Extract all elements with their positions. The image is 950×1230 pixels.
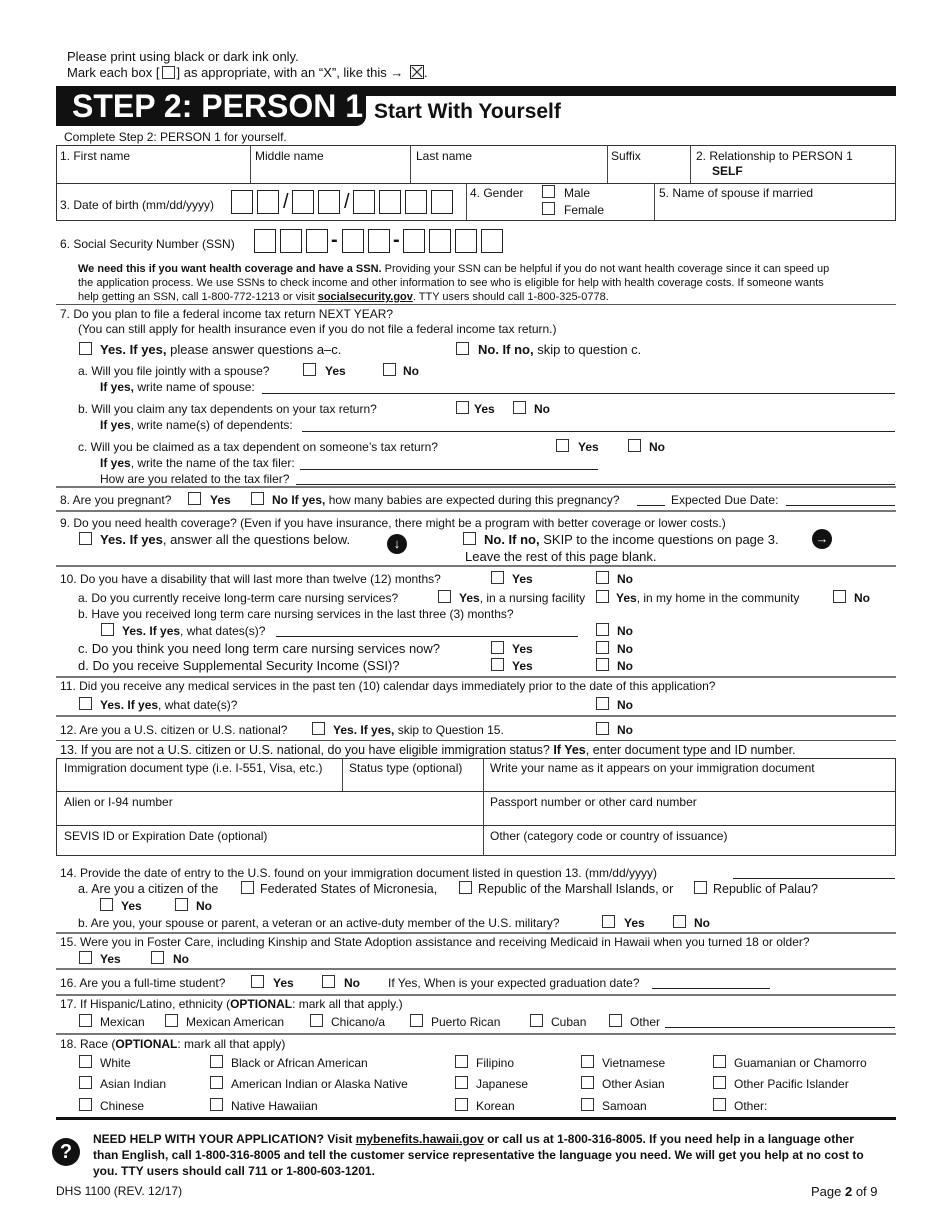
q11-label: 11. Did you receive any medical services in the past ten (10) calendar days immediately prior to the date of this application?: [60, 679, 716, 693]
q10a-yes-facility-label: Yes, in a nursing facility: [459, 591, 586, 605]
middle-name-field[interactable]: Middle name: [255, 149, 324, 163]
q10c-yes-checkbox[interactable]: [491, 641, 504, 654]
graduation-date-line[interactable]: [652, 988, 770, 989]
q16-label: 16. Are you a full-time student?: [60, 976, 226, 990]
q7c-related-label: How are you related to the tax filer?: [100, 472, 290, 486]
q14b-label: b. Are you, your spouse or parent, a veteran or an active-duty member of the U.S. military?: [78, 916, 560, 930]
first-name-field[interactable]: 1. First name: [60, 149, 131, 163]
race-filipino-label: Filipino: [476, 1056, 515, 1070]
q7-yes-checkbox[interactable]: [79, 342, 92, 355]
q11-yes-label: Yes. If yes, what date(s)?: [100, 698, 238, 712]
q8-yes-label: Yes: [210, 493, 231, 507]
q11-no-label: No: [617, 698, 633, 712]
race-other-asian-label: Other Asian: [602, 1077, 665, 1091]
due-date-line[interactable]: [786, 505, 895, 506]
q16-yes-checkbox[interactable]: [251, 975, 264, 988]
race-white-checkbox[interactable]: [79, 1055, 92, 1068]
race-native-hawaiian-label: Native Hawaiian: [231, 1099, 318, 1113]
q16-yes-label: Yes: [273, 976, 294, 990]
q14a-yes-checkbox[interactable]: [100, 898, 113, 911]
q10d-no-checkbox[interactable]: [596, 658, 609, 671]
q7b-no-checkbox[interactable]: [513, 401, 526, 414]
q8-label: 8. Are you pregnant?: [60, 493, 172, 507]
arrow-right-icon: →: [812, 529, 832, 549]
section-divider: [56, 968, 896, 970]
due-date-label: Expected Due Date:: [671, 493, 779, 507]
gender-label: 4. Gender: [470, 186, 524, 200]
q10b-no-checkbox[interactable]: [596, 623, 609, 636]
race-american-indian-checkbox[interactable]: [210, 1076, 223, 1089]
q13-label: 13. If you are not a U.S. citizen or U.S. national, do you have eligible immigration status? If Yes, enter document type and ID number.: [60, 743, 796, 757]
table-divider: [250, 145, 251, 183]
ethnicity-puerto-rican-label: Puerto Rican: [431, 1015, 501, 1029]
race-chinese-label: Chinese: [100, 1099, 145, 1113]
race-filipino-checkbox[interactable]: [455, 1055, 468, 1068]
q9-no-checkbox[interactable]: [463, 532, 476, 545]
q10-yes-checkbox[interactable]: [491, 571, 504, 584]
q7c-no-checkbox[interactable]: [628, 439, 641, 452]
relationship-value: SELF: [712, 164, 743, 178]
race-black-checkbox[interactable]: [210, 1055, 223, 1068]
q8-yes-checkbox[interactable]: [188, 492, 201, 505]
step-title: STEP 2: PERSON 1: [72, 88, 364, 124]
gender-male-label: Male: [564, 186, 591, 200]
help-rule: [56, 1117, 896, 1120]
q10-yes-label: Yes: [512, 572, 533, 586]
table-divider: [466, 183, 467, 221]
gender-male-checkbox[interactable]: [542, 185, 555, 198]
help-icon: ?: [52, 1138, 80, 1166]
q10b-no-label: No: [617, 624, 633, 638]
q7-yes-label: Yes. If yes, please answer questions a–c.: [100, 342, 342, 357]
q18-label: 18. Race (OPTIONAL: mark all that apply): [60, 1037, 286, 1051]
q11-no-checkbox[interactable]: [596, 697, 609, 710]
ssn-note: We need this if you want health coverage and have a SSN. Providing your SSN can be helpful if you do not want health coverage since it can speed up the application process. We use SSNs to check income and other information to see who is eligible for help with health coverage costs. If someone wants help getting an SSN, call 1-800-772-1213 or visit socialsecurity.gov. TTY users should call 1-800-325-0778.: [78, 263, 830, 303]
race-vietnamese-label: Vietnamese: [602, 1056, 666, 1070]
babies-count-line[interactable]: [637, 505, 665, 506]
q8-no-label: No If yes, how many babies are expected during this pregnancy?: [272, 493, 620, 507]
q7a-label: a. Will you file jointly with a spouse?: [78, 364, 270, 378]
q17-label: 17. If Hispanic/Latino, ethnicity (OPTIONAL: mark all that apply.): [60, 997, 403, 1011]
instructions-line-2: Mark each box [ ] as appropriate, with an “X”, like this → .: [67, 65, 428, 80]
race-asian-indian-label: Asian Indian: [100, 1077, 167, 1091]
table-divider: [690, 145, 691, 183]
table-divider: [342, 758, 343, 791]
immigration-doc-type-field[interactable]: Immigration document type (i.e. I-551, Visa, etc.): [64, 761, 323, 775]
q7b-label: b. Will you claim any tax dependents on your tax return?: [78, 402, 377, 416]
q7-no-checkbox[interactable]: [456, 342, 469, 355]
table-divider: [483, 758, 484, 856]
arrow-down-icon: ↓: [387, 534, 407, 554]
ethnicity-cuban-label: Cuban: [551, 1015, 587, 1029]
race-guamanian-checkbox[interactable]: [713, 1055, 726, 1068]
race-white-label: White: [100, 1056, 131, 1070]
q14a-label: a. Are you a citizen of the: [78, 882, 219, 896]
q14b-yes-checkbox[interactable]: [602, 915, 615, 928]
race-samoan-label: Samoan: [602, 1099, 647, 1113]
q14b-no-label: No: [694, 916, 710, 930]
q7b-no-label: No: [534, 402, 550, 416]
q8-no-checkbox[interactable]: [251, 492, 264, 505]
q10d-yes-checkbox[interactable]: [491, 658, 504, 671]
q15-no-label: No: [173, 952, 189, 966]
race-vietnamese-checkbox[interactable]: [581, 1055, 594, 1068]
race-other-asian-checkbox[interactable]: [581, 1076, 594, 1089]
ethnicity-cuban-checkbox[interactable]: [530, 1014, 543, 1027]
q10b-yes-label: Yes. If yes, what dates(s)?: [122, 624, 266, 638]
form-number: DHS 1100 (REV. 12/17): [56, 1184, 183, 1198]
other-category-field[interactable]: Other (category code or country of issuance): [490, 829, 728, 843]
table-divider: [56, 183, 896, 184]
q12-yes-checkbox[interactable]: [312, 722, 325, 735]
sample-empty-box: [162, 66, 175, 79]
step-note: Complete Step 2: PERSON 1 for yourself.: [64, 130, 287, 144]
q7a-ifyes-label: If yes, write name of spouse:: [100, 380, 255, 394]
section-divider: [56, 932, 896, 934]
instructions-line-1: Please print using black or dark ink only.: [67, 49, 299, 64]
q10-label: 10. Do you have a disability that will last more than twelve (12) months?: [60, 572, 441, 586]
page-number: Page 2 of 9: [811, 1184, 878, 1199]
section-divider: [56, 304, 896, 305]
spouse-name-line[interactable]: [262, 393, 895, 394]
q7a-no-label: No: [403, 364, 419, 378]
q9-label: 9. Do you need health coverage? (Even if you have insurance, there might be a program with better coverage or lower costs.): [60, 516, 726, 530]
q10d-label: d. Do you receive Supplemental Security Income (SSI)?: [78, 658, 400, 673]
q10d-no-label: No: [617, 659, 633, 673]
marshall-islands-checkbox[interactable]: [459, 881, 472, 894]
table-divider: [654, 183, 655, 221]
last-name-field[interactable]: Last name: [416, 149, 473, 163]
race-other-pacific-label: Other Pacific Islander: [734, 1077, 849, 1091]
race-asian-indian-checkbox[interactable]: [79, 1076, 92, 1089]
micronesia-label: Federated States of Micronesia,: [260, 882, 438, 896]
race-native-hawaiian-checkbox[interactable]: [210, 1098, 223, 1111]
q7c-label: c. Will you be claimed as a tax dependent on someone’s tax return?: [78, 440, 438, 454]
q15-yes-label: Yes: [100, 952, 121, 966]
q7c-yes-checkbox[interactable]: [556, 439, 569, 452]
ethnicity-puerto-rican-checkbox[interactable]: [410, 1014, 423, 1027]
palau-label: Republic of Palau?: [713, 882, 818, 896]
q16-no-checkbox[interactable]: [322, 975, 335, 988]
q7c-ifyes-label: If yes, write the name of the tax filer:: [100, 456, 295, 470]
q10a-no-label: No: [854, 591, 870, 605]
ethnicity-other-checkbox[interactable]: [609, 1014, 622, 1027]
q14a-yes-label: Yes: [121, 899, 142, 913]
q10a-no-checkbox[interactable]: [833, 590, 846, 603]
section-divider: [56, 510, 896, 512]
q12-label: 12. Are you a U.S. citizen or U.S. national?: [60, 723, 288, 737]
dob-label: 3. Date of birth (mm/dd/yyyy): [60, 198, 215, 212]
ethnicity-other-label: Other: [630, 1015, 661, 1029]
q12-no-label: No: [617, 723, 633, 737]
tax-filer-line[interactable]: [300, 469, 598, 470]
ethnicity-mexican-american-label: Mexican American: [186, 1015, 285, 1029]
marshall-islands-label: Republic of the Marshall Islands, or: [478, 882, 674, 896]
q10b-yes-checkbox[interactable]: [101, 623, 114, 636]
table-divider: [56, 825, 896, 826]
race-other-label: Other:: [734, 1099, 768, 1113]
q10c-no-label: No: [617, 642, 633, 656]
race-japanese-checkbox[interactable]: [455, 1076, 468, 1089]
ssn-label: 6. Social Security Number (SSN): [60, 237, 235, 251]
q7a-yes-checkbox[interactable]: [303, 363, 316, 376]
race-other-checkbox[interactable]: [713, 1098, 726, 1111]
micronesia-checkbox[interactable]: [241, 881, 254, 894]
q7-no-label: No. If no, skip to question c.: [478, 342, 642, 357]
status-type-field[interactable]: Status type (optional): [349, 761, 463, 775]
dependents-line[interactable]: [302, 431, 895, 432]
table-divider: [607, 145, 608, 183]
race-chinese-checkbox[interactable]: [79, 1098, 92, 1111]
section-divider: [56, 486, 896, 488]
race-korean-checkbox[interactable]: [455, 1098, 468, 1111]
race-american-indian-label: American Indian or Alaska Native: [231, 1077, 408, 1091]
alien-number-field[interactable]: Alien or I-94 number: [64, 795, 173, 809]
q10b-label: b. Have you received long term care nursing services in the last three (3) months?: [78, 607, 514, 621]
step-subtitle: Start With Yourself: [374, 100, 561, 123]
q7c-yes-label: Yes: [578, 440, 599, 454]
q14a-no-label: No: [196, 899, 212, 913]
q15-yes-checkbox[interactable]: [79, 951, 92, 964]
q11-yes-checkbox[interactable]: [79, 697, 92, 710]
q10c-no-checkbox[interactable]: [596, 641, 609, 654]
palau-checkbox[interactable]: [694, 881, 707, 894]
race-other-pacific-checkbox[interactable]: [713, 1076, 726, 1089]
q10b-dates-line[interactable]: [276, 636, 578, 637]
section-divider: [56, 676, 896, 678]
q7-note: (You can still apply for health insurance even if you do not file a federal income tax return.): [78, 322, 557, 336]
gender-female-label: Female: [564, 203, 605, 217]
q7-label: 7. Do you plan to file a federal income tax return NEXT YEAR?: [60, 307, 394, 321]
section-divider: [56, 994, 896, 996]
ethnicity-other-line[interactable]: [665, 1027, 895, 1028]
q14a-no-checkbox[interactable]: [175, 898, 188, 911]
q12-no-checkbox[interactable]: [596, 722, 609, 735]
q7a-no-checkbox[interactable]: [383, 363, 396, 376]
q9-leave-blank: Leave the rest of this page blank.: [465, 549, 657, 564]
table-divider: [56, 791, 896, 792]
q10d-yes-label: Yes: [512, 659, 533, 673]
q9-yes-label: Yes. If yes, answer all the questions below.: [100, 532, 351, 547]
section-divider: [56, 715, 896, 717]
relationship-label: 2. Relationship to PERSON 1: [696, 149, 853, 163]
entry-date-line[interactable]: [733, 878, 895, 879]
q9-no-label: No. If no, SKIP to the income questions on page 3.: [484, 532, 779, 547]
help-text: NEED HELP WITH YOUR APPLICATION? Visit mybenefits.hawaii.gov or call us at 1-800-316-8005. If you need help in a language other than English, call 1-800-316-8005 and tell the customer service representative the language you need. We will get you help at no cost to you. TTY users should call 711 or 1-800-603-1201.: [93, 1132, 864, 1178]
q10a-yes-home-label: Yes, in my home in the community: [616, 591, 800, 605]
q10-no-label: No: [617, 572, 633, 586]
q12-yes-label: Yes. If yes, skip to Question 15.: [333, 723, 504, 737]
q7b-yes-label: Yes: [474, 402, 495, 416]
q14-label: 14. Provide the date of entry to the U.S. found on your immigration document listed in question 13. (mm/dd/yyyy): [60, 866, 657, 880]
ethnicity-mexican-checkbox[interactable]: [79, 1014, 92, 1027]
q10a-yes-facility-checkbox[interactable]: [438, 590, 451, 603]
q10c-yes-label: Yes: [512, 642, 533, 656]
q9-yes-checkbox[interactable]: [79, 532, 92, 545]
q15-no-checkbox[interactable]: [151, 951, 164, 964]
q14b-yes-label: Yes: [624, 916, 645, 930]
q7a-yes-label: Yes: [325, 364, 346, 378]
graduation-label: If Yes, When is your expected graduation date?: [388, 976, 640, 990]
race-japanese-label: Japanese: [476, 1077, 529, 1091]
sevis-id-field[interactable]: SEVIS ID or Expiration Date (optional): [64, 829, 268, 843]
gender-female-checkbox[interactable]: [542, 202, 555, 215]
race-guamanian-label: Guamanian or Chamorro: [734, 1056, 867, 1070]
tax-filer-relation-line[interactable]: [296, 484, 895, 485]
socialsecurity-link[interactable]: socialsecurity.gov: [317, 291, 413, 303]
q14b-no-checkbox[interactable]: [673, 915, 686, 928]
race-samoan-checkbox[interactable]: [581, 1098, 594, 1111]
table-divider: [410, 145, 411, 183]
q10-no-checkbox[interactable]: [596, 571, 609, 584]
race-black-label: Black or African American: [231, 1056, 368, 1070]
q7c-no-label: No: [649, 440, 665, 454]
q7b-yes-checkbox[interactable]: [456, 401, 469, 414]
q16-no-label: No: [344, 976, 360, 990]
q15-label: 15. Were you in Foster Care, including Kinship and State Adoption assistance and receiving Medicaid in Hawaii when you turned 18 or older?: [60, 935, 810, 949]
q10a-yes-home-checkbox[interactable]: [596, 590, 609, 603]
passport-number-field[interactable]: Passport number or other card number: [490, 795, 697, 809]
suffix-field[interactable]: Suffix: [611, 149, 641, 163]
spouse-name-field[interactable]: 5. Name of spouse if married: [659, 186, 814, 200]
name-on-document-field[interactable]: Write your name as it appears on your immigration document: [490, 761, 815, 775]
mybenefits-link[interactable]: mybenefits.hawaii.gov: [355, 1132, 484, 1146]
ethnicity-chicano-label: Chicano/a: [331, 1015, 386, 1029]
q7b-ifyes-label: If yes, write name(s) of dependents:: [100, 418, 293, 432]
q10a-label: a. Do you currently receive long-term care nursing services?: [78, 591, 399, 605]
sample-checked-box: [410, 65, 424, 79]
ethnicity-mexican-label: Mexican: [100, 1015, 145, 1029]
ethnicity-chicano-checkbox[interactable]: [310, 1014, 323, 1027]
q10c-label: c. Do you think you need long term care nursing services now?: [78, 641, 441, 656]
section-divider: [56, 740, 896, 741]
race-korean-label: Korean: [476, 1099, 515, 1113]
section-divider: [56, 1033, 896, 1035]
ethnicity-mexican-american-checkbox[interactable]: [165, 1014, 178, 1027]
section-divider: [56, 565, 896, 567]
